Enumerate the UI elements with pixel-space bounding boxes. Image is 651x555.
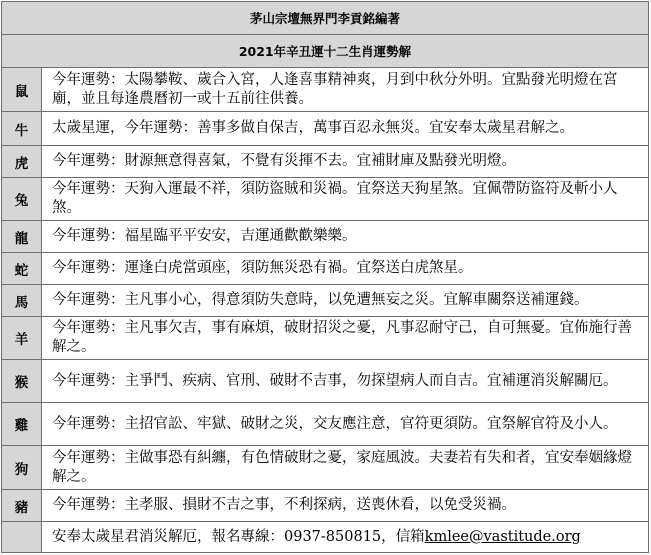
zodiac-row-goat [2,317,649,360]
zodiac-label: 羊 [2,317,42,360]
title-row [2,35,649,68]
zodiac-row-ox [2,112,649,146]
zodiac-label: 雞 [2,403,42,446]
zodiac-row-pig [2,490,649,522]
zodiac-label: 猴 [2,360,42,403]
fortune-text: 今年運勢：主孝服、損財不吉之事，不利探病，送喪休看，以免受災禍。 [42,490,649,522]
author-row [2,2,649,35]
zodiac-row-dog [2,446,649,490]
zodiac-row-horse [2,285,649,317]
zodiac-row-dragon [2,221,649,253]
zodiac-label: 虎 [2,146,42,178]
zodiac-row-rabbit [2,178,649,221]
table-title: 2021年辛丑運十二生肖運勢解 [2,35,649,68]
fortune-text: 今年運勢：運逢白虎當頭座，須防無災恐有禍。宜祭送白虎煞星。 [42,253,649,285]
fortune-text: 今年運勢：主凡事小心，得意須防失意時，以免遭無妄之災。宜解車關祭送補運錢。 [42,285,649,317]
zodiac-row-tiger [2,146,649,178]
author-line: 茅山宗壇無界門李貢銘編著 [2,2,649,35]
zodiac-row-monkey [2,360,649,403]
fortune-text: 太歲星運，今年運勢：善事多做自保吉，萬事百忍永無災。宜安奉太歲星君解之。 [42,112,649,146]
zodiac-row-snake [2,253,649,285]
fortune-text: 今年運勢：天狗入運最不祥，須防盜賊和災禍。宜祭送天狗星煞。宜佩帶防盜符及斬小人煞。 [42,178,649,221]
zodiac-label: 狗 [2,446,42,490]
fortune-text: 今年運勢：財源無意得喜氣，不覺有災揮不去。宜補財庫及點發光明燈。 [42,146,649,178]
fortune-text: 今年運勢：主招官訟、牢獄、破財之災，交友應注意，官符更須防。宜祭解官符及小人。 [42,403,649,446]
zodiac-label: 蛇 [2,253,42,285]
zodiac-row-rooster [2,403,649,446]
zodiac-fortune-table [1,1,649,553]
fortune-text: 今年運勢：福星臨平平安安，吉運通歡歡樂樂。 [42,221,649,253]
email-link[interactable]: kmlee@vastitude.org [424,528,581,545]
zodiac-label: 兔 [2,178,42,221]
footer-text: 安奉太歲星君消災解厄，報名專線：0937-850815，信箱 [52,528,425,545]
fortune-text: 今年運勢：太陽攀鞍、歲合入宮，人逢喜事精神爽，月到中秋分外明。宜點發光明燈在宮廟，並且每逢農曆初一或十五前往供養。 [42,68,649,112]
zodiac-label: 馬 [2,285,42,317]
zodiac-label: 豬 [2,490,42,522]
footer-contact [42,522,649,553]
fortune-text: 今年運勢：主爭鬥、疾病、官刑、破財不吉事，勿探望病人而自吉。宜補運消災解關厄。 [42,360,649,403]
fortune-text: 今年運勢：主做事恐有糾纏，有色情破財之憂，家庭風波。夫妻若有失和者，宜安奉姻緣燈解之。 [42,446,649,490]
fortune-text: 今年運勢：主凡事欠吉，事有麻煩，破財招災之憂，凡事忍耐守己，自可無憂。宜佈施行善解之。 [42,317,649,360]
footer-blank-cell [2,522,42,553]
zodiac-row-rat [2,68,649,112]
footer-row [2,522,649,553]
zodiac-label: 鼠 [2,68,42,112]
zodiac-label: 龍 [2,221,42,253]
zodiac-label: 牛 [2,112,42,146]
